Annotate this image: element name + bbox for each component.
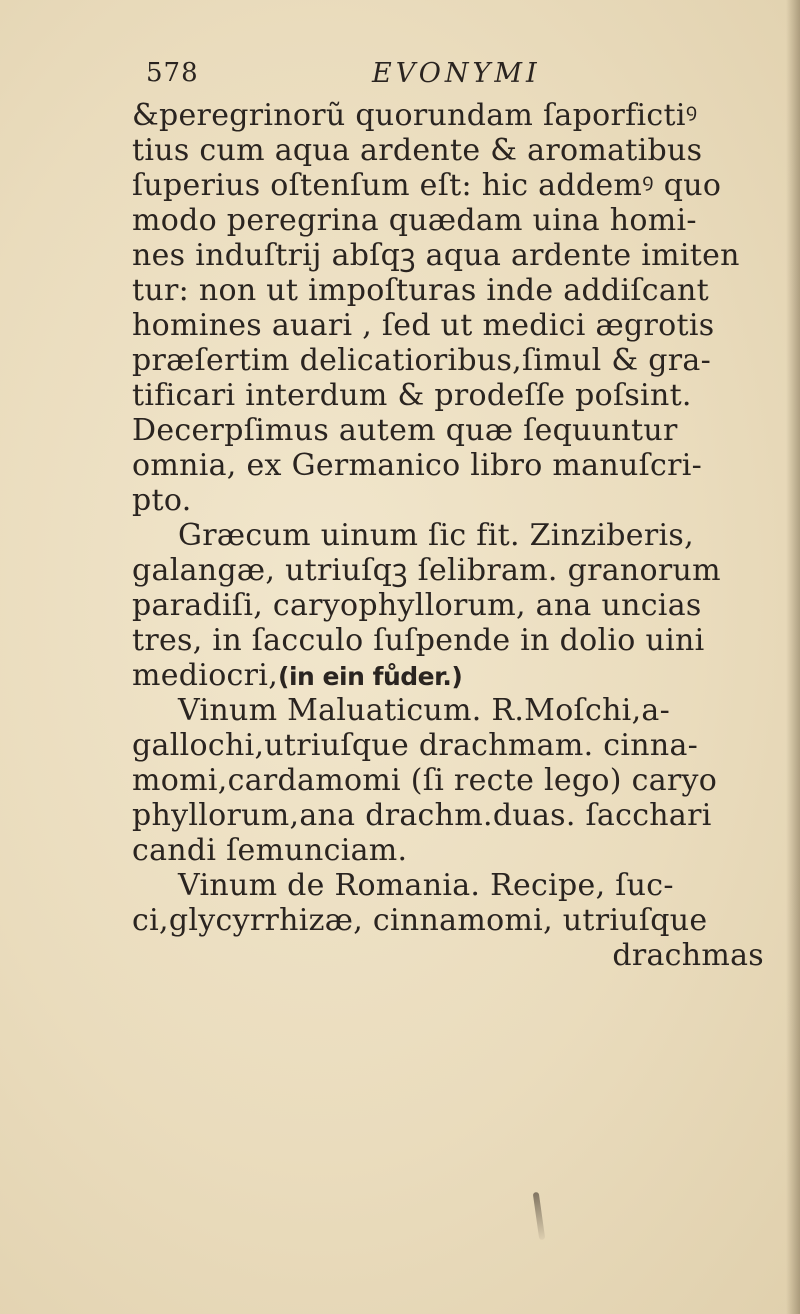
- text-line: omnia, ex Germanico libro manuſcri-: [132, 448, 703, 483]
- text-line: ci,glycyrrhizæ, cinnamomi, utriuſque: [132, 903, 708, 938]
- text-line: phyllorum,ana drachm.duas. ſacchari: [132, 798, 712, 833]
- running-head: EVONYMI: [372, 58, 541, 89]
- text-line: nes induſtrij abſqꝫ aqua ardente imiten: [132, 238, 740, 273]
- text-line: ſuperius oſtenſum eſt: hic addemꝰ quo: [132, 168, 722, 203]
- text-line: momi,cardamomi (ſi recte lego) caryo: [132, 763, 718, 798]
- text-line: candi ſemunciam.: [132, 833, 408, 868]
- text-line: Græcum uinum ſic fit. Zinziberis,: [178, 518, 694, 553]
- text-line: Vinum de Romania. Recipe, ſuc-: [178, 868, 674, 903]
- text-line: modo peregrina quædam uina homi-: [132, 203, 697, 238]
- text-line-with-gloss: [132, 658, 772, 693]
- page-header: [146, 58, 606, 92]
- text-line: tur: non ut impoſturas inde addiſcant: [132, 273, 710, 308]
- text-line: Decerpſimus autem quæ ſequuntur: [132, 413, 678, 448]
- text-fragment: mediocri,: [132, 658, 279, 693]
- page-edge-shadow: [786, 0, 800, 1314]
- text-line: præſertim delicatioribus,ſimul & gra-: [132, 343, 712, 378]
- german-gloss: (in ein fůder.): [278, 662, 463, 691]
- text-line: galangæ, utriuſqꝫ ſelibram. granorum: [132, 553, 721, 588]
- text-line: homines auari , ſed ut medici ægrotis: [132, 308, 715, 343]
- text-line: &peregrinorũ quorundam ſaporfictiꝰ: [132, 98, 698, 133]
- page-number: 578: [146, 58, 199, 88]
- text-line: pto.: [132, 483, 192, 518]
- ink-mark: [533, 1192, 546, 1240]
- text-line: paradiſi, caryophyllorum, ana uncias: [132, 588, 702, 623]
- text-line: gallochi,utriuſque drachmam. cinna-: [132, 728, 699, 763]
- text-line: tres, in ſacculo ſuſpende in dolio uini: [132, 623, 705, 658]
- body-text: [132, 98, 772, 973]
- text-line: tius cum aqua ardente & aromatibus: [132, 133, 703, 168]
- text-line: tificari interdum & prodeſſe poſsint.: [132, 378, 692, 413]
- text-line: Vinum Maluaticum. R.Moſchi,a-: [178, 693, 671, 728]
- catchword: drachmas: [612, 938, 764, 973]
